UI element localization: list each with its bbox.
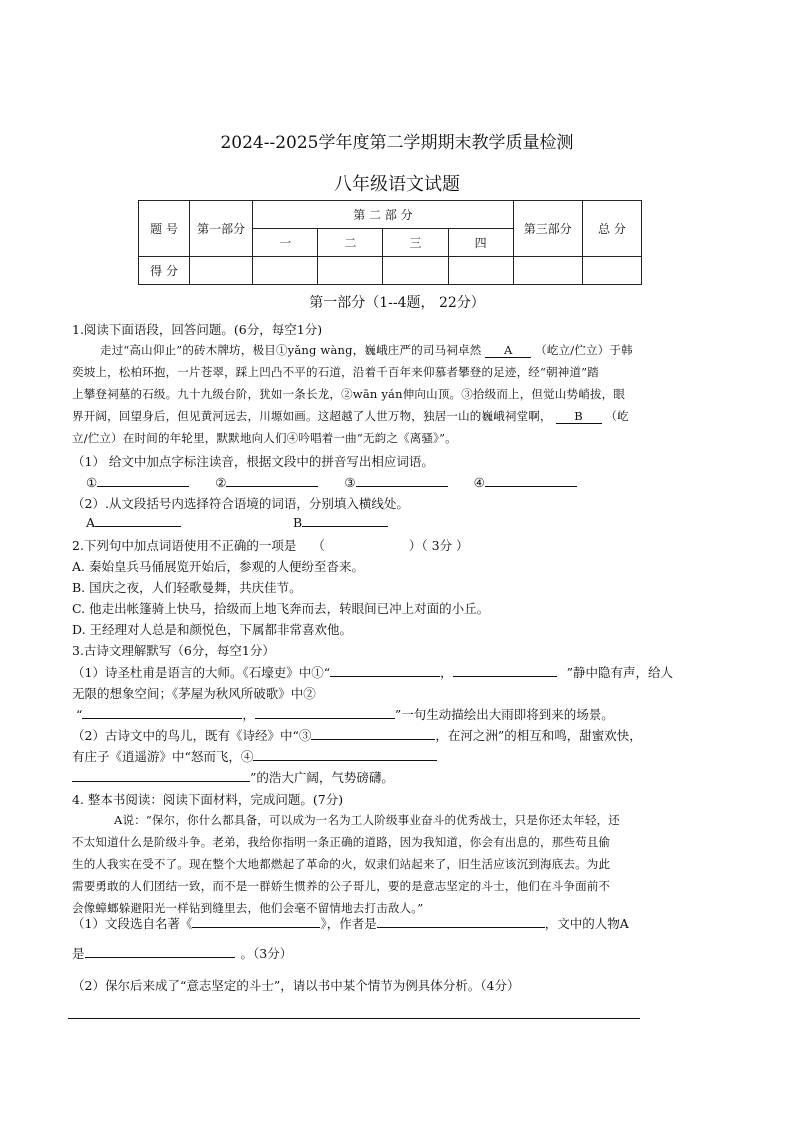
q3-blank-1a[interactable]	[330, 664, 440, 677]
q1-sub2: （2）.从文段括号内选择符合语境的词语，分别填入横线处。	[72, 496, 409, 511]
answer-blank-4[interactable]	[485, 474, 577, 487]
answer-a-blank[interactable]	[95, 514, 181, 527]
q4-text: 。（3分）	[240, 946, 293, 961]
q3-blank-4a[interactable]	[253, 748, 437, 761]
label-a: A	[86, 515, 96, 530]
score-cell[interactable]	[513, 257, 582, 285]
label-b: B	[293, 515, 303, 530]
q1-passage-text: 界开阔，回望身后，但见黄河远去，川塬如画。这超越了人世万物，独居一山的巍峨祠堂啊，	[72, 409, 552, 423]
q4-reading-line: A说：“保尔，你什么都具备，可以成为一名为工人阶级事业奋斗的优秀战士，只是你还太年轻，还	[114, 813, 620, 827]
q1-passage-line: 上攀登祠墓的石级。九十九级台阶，犹如一条长龙，②wān yán伸向山顶。③拾级而上，但觉山势峭拔，眼	[72, 387, 626, 401]
mark-3: ③	[344, 475, 356, 490]
row-label-score: 得 分	[139, 257, 190, 285]
part3-header: 第三部分	[513, 201, 582, 257]
q4-text: （1）文段选自名著《	[72, 916, 193, 931]
score-cell[interactable]	[253, 257, 318, 285]
q3-title: 3.古诗文理解默写（6分，每空1分）	[72, 643, 275, 658]
answer-blank-1[interactable]	[97, 474, 189, 487]
q3-text: “	[76, 707, 83, 722]
q4-sub1-cont	[72, 944, 292, 962]
character-blank[interactable]	[85, 945, 235, 958]
q3-line	[72, 726, 642, 744]
row-label-num: 题 号	[139, 201, 190, 257]
q3-blank-2b[interactable]	[255, 706, 395, 719]
q2-option-d: D. 王经理对人总是和颜悦色，下属都非常喜欢他。	[72, 622, 353, 637]
q2-option-c: C. 他走出帐篷骑上快马，拾级而上地飞奔而去，转眼间已冲上对面的小丘。	[72, 601, 490, 616]
q1-answer-row	[86, 474, 577, 490]
answer-blank-2[interactable]	[226, 474, 318, 487]
page-subtitle: 八年级语文试题	[334, 174, 460, 195]
q3-line: 无限的想象空间；《茅屋为秋风所破歌》中②	[72, 686, 316, 701]
sub-header: 一	[253, 229, 318, 257]
score-table	[138, 200, 642, 285]
q1-passage-line	[100, 342, 633, 358]
q3-line	[72, 747, 437, 765]
score-cell[interactable]	[383, 257, 448, 285]
q3-line	[76, 705, 614, 723]
book-title-blank[interactable]	[192, 915, 320, 928]
sub-header: 三	[383, 229, 448, 257]
score-cell[interactable]	[190, 257, 253, 285]
q3-blank-3[interactable]	[311, 727, 435, 740]
q4-text: 是	[72, 946, 85, 961]
part-title: 第一部分（1--4题， 22分）	[309, 295, 485, 311]
part1-header: 第一部分	[190, 201, 253, 257]
q3-text: ”一句生动描绘出大雨即将到来的场景。	[394, 707, 614, 722]
q3-line	[72, 663, 673, 681]
q3-text: ，	[440, 665, 453, 680]
mark-1: ①	[86, 475, 98, 490]
q1-passage-line	[72, 408, 629, 424]
q4-reading-line: 需要勇敢的人们团结一致，而不是一群娇生惯养的公子哥儿，要的是意志坚定的斗士，他们在斗争面前不	[72, 879, 611, 893]
q4-title: 4. 整本书阅读：阅读下面材料，完成问题。(7分)	[72, 792, 344, 807]
total-header: 总 分	[582, 201, 641, 257]
q3-line	[72, 768, 394, 786]
score-cell[interactable]	[448, 257, 513, 285]
q3-blank-1b[interactable]	[453, 664, 557, 677]
answer-line[interactable]	[68, 1018, 640, 1019]
blank-a[interactable]: A	[485, 343, 531, 358]
q4-sub2: （2）保尔后来成了“意志坚定的斗士”，请以书中某个情节为例具体分析。（4分）	[72, 978, 520, 993]
q4-reading-line: 会像蟑螂躲避阳光一样钻到缝里去，他们会毫不留情地去打击敌人。”	[72, 901, 424, 915]
q4-text: 》，作者是	[320, 916, 377, 931]
sub-header: 四	[448, 229, 513, 257]
q4-text: ，文中的人物A	[544, 916, 629, 931]
q2-paren: （	[312, 538, 325, 553]
q1-passage-line: 奕坡上，松柏环抱，一片苍翠，踩上凹凸不平的石道，沿着千百年来仰慕者攀登的足迹，经“朝神道”踏	[72, 365, 599, 379]
score-cell[interactable]	[318, 257, 383, 285]
author-blank[interactable]	[377, 915, 545, 928]
part2-header: 第 二 部 分	[253, 201, 514, 229]
q2-title-text: 2.下列句中加点词语使用不正确的一项是	[72, 538, 297, 553]
blank-b[interactable]: B	[556, 409, 602, 424]
mark-4: ④	[473, 475, 485, 490]
q1-title: 1.阅读下面语段，回答问题。(6分，每空1分)	[72, 322, 323, 337]
q1-passage-line: 立/伫立）在时间的年轮里，默默地向人们④吟唱着一曲“无韵之《离骚》”。	[72, 431, 457, 445]
q3-text: 有庄子《逍遥游》中“怒而飞，④	[72, 749, 254, 764]
q1-passage-text: 走过“高山仰止”的砖木牌坊，极目①yǎng wàng，巍峨庄严的司马祠卓然	[100, 343, 482, 357]
answer-b-blank[interactable]	[302, 514, 388, 527]
mark-2: ②	[215, 475, 227, 490]
page-title: 2024--2025学年度第二学期期末教学质量检测	[220, 133, 574, 153]
q3-text: ，在河之洲”的相互和鸣，甜蜜欢快，	[435, 728, 642, 743]
score-cell[interactable]	[582, 257, 641, 285]
sub-header: 二	[318, 229, 383, 257]
q1-passage-text: （屹	[605, 409, 629, 423]
q3-text: ”的浩大广阔，气势磅礴。	[250, 770, 394, 785]
q3-text: （1）诗圣杜甫是语言的大师。《石壕吏》中①“	[72, 665, 331, 680]
answer-blank-3[interactable]	[356, 474, 448, 487]
q2-option-a: A. 秦始皇兵马俑展览开始后，参观的人便纷至沓来。	[72, 559, 364, 574]
q3-blank-4b[interactable]	[72, 769, 250, 782]
q2-option-b: B. 国庆之夜，人们轻歌曼舞，共庆佳节。	[72, 580, 302, 595]
q2-title	[72, 536, 469, 554]
q1-passage-text: （屹立/伫立）于韩	[535, 343, 633, 357]
q3-text: ”静中隐有声，给人	[566, 665, 674, 680]
q3-blank-2a[interactable]	[82, 706, 242, 719]
q3-text: （2）古诗文中的鸟儿，既有《诗经》中“③	[72, 728, 312, 743]
q4-sub1	[72, 914, 629, 932]
q3-text: ，	[242, 707, 255, 722]
q1-ab-row	[86, 514, 388, 530]
q1-sub1: （1） 给文中加点字标注读音，根据文段中的拼音写出相应词语。	[72, 454, 434, 469]
q4-reading-line: 不太知道什么是阶级斗争。老弟，我给你指明一条正确的道路，因为我知道，你会有出息的，那些苟且偷	[72, 835, 611, 849]
q2-points: ）（ 3分 ）	[408, 538, 469, 553]
q4-reading-line: 生的人我实在受不了。现在整个大地都燃起了革命的火，奴隶们站起来了，旧生活应该沉到海底去。为此	[72, 857, 611, 871]
